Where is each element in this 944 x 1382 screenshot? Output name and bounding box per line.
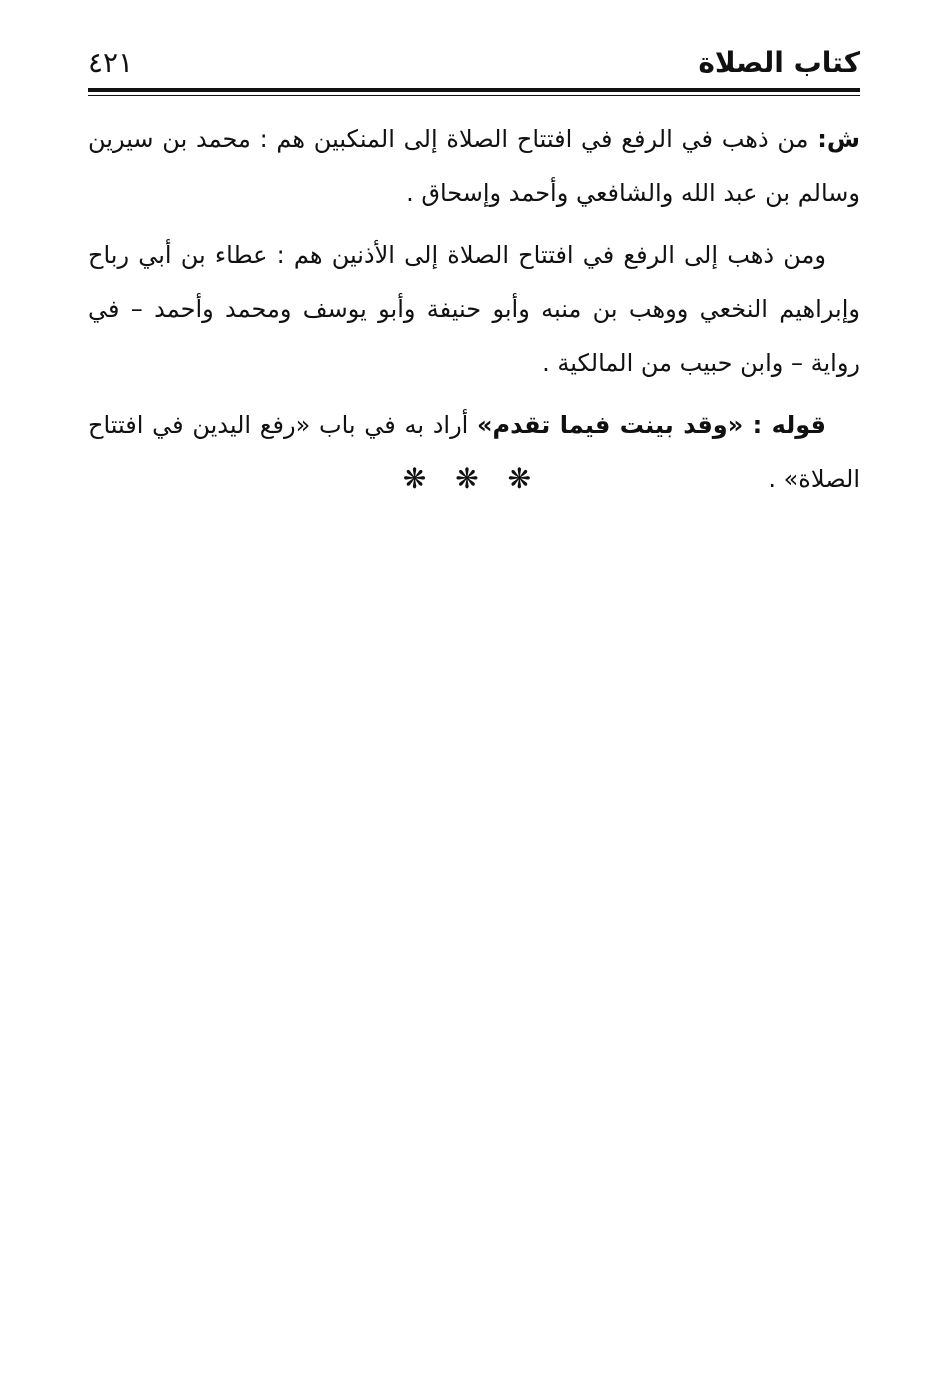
paragraph-lead: ش: — [817, 125, 860, 153]
paragraph-text: من ذهب في الرفع في افتتاح الصلاة إلى المنكبين هم : محمد بن سيرين وسالم بن عبد الله والشافعي وأحمد وإسحاق . — [88, 125, 860, 207]
body-text — [88, 112, 860, 514]
chapter-title: كتاب الصلاة — [698, 46, 860, 79]
quoted-phrase: «وقد بينت فيما تقدم» — [477, 411, 744, 439]
paragraph-text: أراد به في باب «رفع اليدين في افتتاح الصلاة» . — [88, 411, 860, 493]
header-rule-thin — [88, 95, 860, 96]
paragraph-text: ومن ذهب إلى الرفع في افتتاح الصلاة إلى الأذنين هم : عطاء بن أبي رباح وإبراهيم النخعي ووهب بن منبه وأبو حنيفة وأبو يوسف ومحمد وأحمد – في رواية – وابن حبيب من المالكية . — [88, 241, 860, 377]
paragraph-2 — [88, 228, 860, 390]
header-rule-thick — [88, 88, 860, 92]
page-header — [88, 40, 860, 88]
paragraph-1 — [88, 112, 860, 220]
section-separator: ❋ ❋ ❋ — [402, 462, 542, 495]
page-number: ٤٢١ — [88, 46, 134, 79]
paragraph-lead: قوله : — [743, 411, 827, 439]
